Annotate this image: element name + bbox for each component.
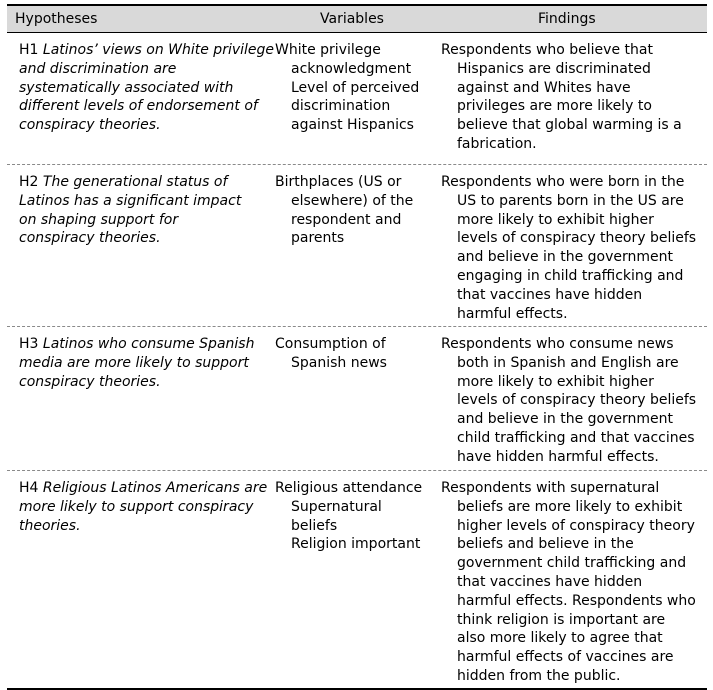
finding-text: and believe in the government [457,249,674,266]
finding-text: think religion is important are [457,611,666,628]
hypothesis-text: Latinos who consume Spanish [42,336,255,352]
variable-text: Religious attendance [275,480,423,496]
variable-text: respondent and [291,211,402,228]
findings-cell [441,173,703,323]
hypothesis-text: The generational status of [42,174,228,190]
finding-text: against and Whites have [457,79,631,96]
finding-text: US to parents born in the US are [457,192,684,209]
table-row-h1 [7,33,707,165]
findings-cell [441,41,703,154]
table-row-h4 [7,471,707,688]
variables-cell [275,173,435,248]
finding-text: also more likely to agree that [457,630,663,647]
finding-text: Hispanics are discriminated [457,60,651,77]
variable-text: Religion important [291,536,421,553]
finding-text: and believe in the government [457,411,674,428]
finding-text: fabrication. [457,135,537,152]
hypothesis-text: Religious Latinos Americans are [42,480,268,496]
finding-text: harmful effects of vaccines are [457,649,674,666]
header-findings: Findings [538,11,596,27]
hypothesis-id: H1 [19,42,39,58]
finding-text: that vaccines have hidden [457,286,643,303]
header-hypotheses: Hypotheses [15,11,98,27]
variables-cell [275,335,435,373]
finding-text: hidden from the public. [457,667,621,684]
variable-text: Birthplaces (US or [275,174,402,190]
findings-cell [441,479,703,686]
variable-text: acknowledgment [291,60,412,77]
variable-text: against Hispanics [291,117,414,134]
variable-text: Spanish news [291,354,387,371]
finding-text: believe that global warming is a [457,117,682,134]
hypothesis-cell [19,335,288,391]
finding-text: more likely to exhibit higher [457,211,654,228]
table-row-h3 [7,327,707,471]
table-row-h2 [7,165,707,327]
hypothesis-text: different levels of endorsement of [19,98,258,115]
finding-text: Respondents who believe that [441,42,653,58]
finding-text: Respondents who consume news [441,336,674,352]
variable-text: Supernatural [291,498,382,515]
hypothesis-text: media are more likely to support [19,354,249,371]
hypothesis-id: H4 [19,480,39,496]
finding-text: child trafficking and that vaccines [457,429,695,446]
finding-text: beliefs and believe in the [457,536,634,553]
finding-text: Respondents who were born in the [441,174,685,190]
variable-text: elsewhere) of the [291,192,414,209]
hypothesis-text: conspiracy theories. [19,117,161,134]
finding-text: engaging in child trafficking and [457,267,684,284]
table-header [7,6,707,32]
hypothesis-cell [19,173,288,248]
finding-text: harmful effects. [457,305,568,322]
variables-cell [275,41,435,135]
variable-text: Consumption of [275,336,386,352]
variable-text: discrimination [291,98,391,115]
finding-text: Respondents with supernatural [441,480,660,496]
finding-text: both in Spanish and English are [457,354,679,371]
finding-text: higher levels of conspiracy theory [457,517,695,534]
variable-text: parents [291,230,345,247]
hypothesis-text: and discrimination are [19,60,177,77]
finding-text: levels of conspiracy theory beliefs [457,392,697,409]
header-variables: Variables [320,11,384,27]
hypothesis-cell [19,41,288,135]
finding-text: privileges are more likely to [457,98,652,115]
finding-text: have hidden harmful effects. [457,448,659,465]
variables-cell [275,479,435,554]
finding-text: more likely to exhibit higher [457,373,654,390]
hypothesis-text: conspiracy theories. [19,373,161,390]
hypothesis-text: systematically associated with [19,79,234,96]
finding-text: levels of conspiracy theory beliefs [457,230,697,247]
variable-text: White privilege [275,42,381,58]
hypothesis-text: Latinos’ views on White privilege [42,42,275,58]
hypothesis-text: on shaping support for [19,211,179,228]
finding-text: government child trafficking and [457,555,687,572]
variable-text: beliefs [291,517,338,534]
hypothesis-text: more likely to support conspiracy [19,498,254,515]
findings-cell [441,335,703,467]
finding-text: beliefs are more likely to exhibit [457,498,683,515]
hypotheses-table [7,4,707,690]
hypothesis-text: Latinos has a significant impact [19,192,242,209]
hypothesis-text: theories. [19,517,81,534]
hypothesis-cell [19,479,288,535]
variable-text: Level of perceived [291,79,420,96]
finding-text: harmful effects. Respondents who [457,592,696,609]
finding-text: that vaccines have hidden [457,573,643,590]
hypothesis-id: H3 [19,336,39,352]
hypothesis-id: H2 [19,174,39,190]
hypothesis-text: conspiracy theories. [19,230,161,247]
